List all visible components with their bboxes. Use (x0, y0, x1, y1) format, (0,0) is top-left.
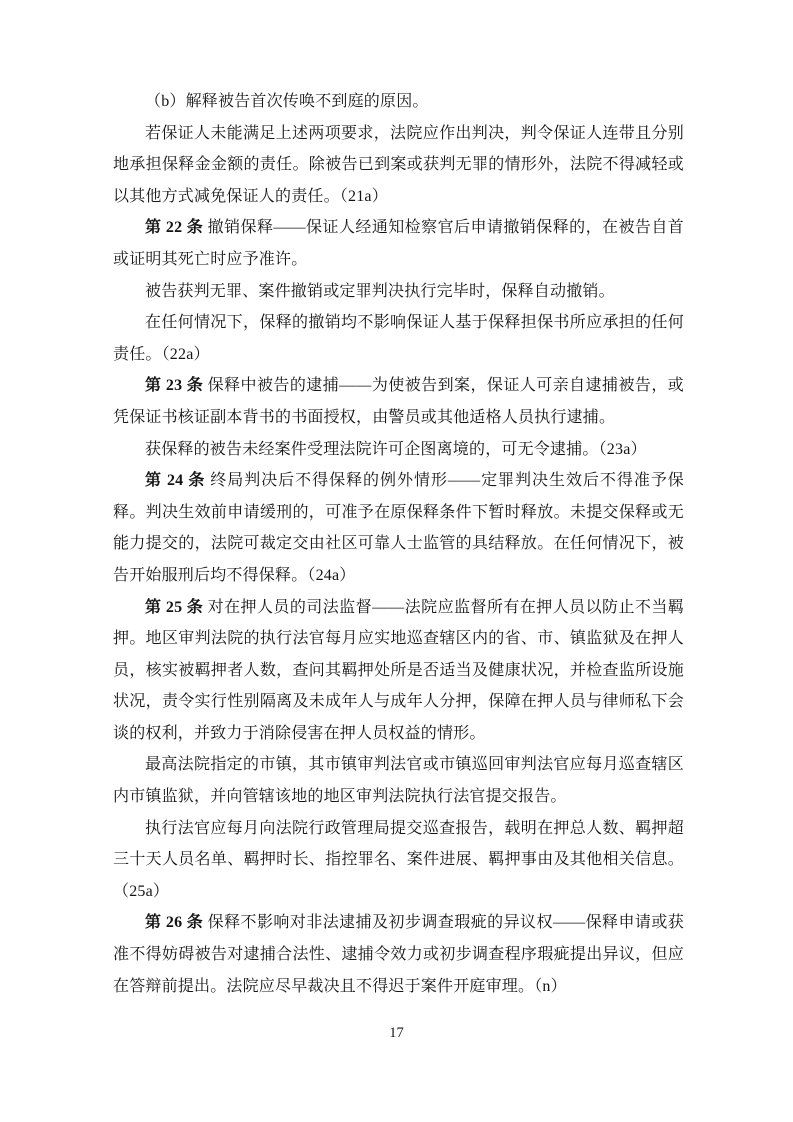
paragraph-text: 被告获判无罪、案件撤销或定罪判决执行完毕时，保释自动撤销。 (145, 282, 615, 300)
article-paragraph (113, 212, 684, 275)
article-number-label: 第 25 条 (145, 598, 204, 616)
paragraph (113, 118, 684, 213)
article-paragraph (113, 907, 684, 1002)
paragraph-text: 保释中被告的逮捕——为使被告到案，保证人可亲自逮捕被告，或凭保证书核证副本背书的书面授权，由警员或其他适格人员执行逮捕。 (113, 377, 685, 426)
paragraph-text: 在任何情况下，保释的撤销均不影响保证人基于保释担保书所应承担的任何责任。（22a） (113, 314, 684, 363)
paragraph (113, 749, 684, 812)
page-number: 17 (389, 1025, 404, 1041)
article-number-label: 第 26 条 (145, 914, 204, 932)
paragraph (113, 434, 684, 466)
paragraph-text: （b）解释被告首次传唤不到庭的原因。 (145, 93, 429, 110)
paragraph (113, 813, 684, 908)
document-body (113, 86, 684, 1002)
article-paragraph (113, 465, 684, 591)
paragraph-text: 撤销保释——保证人经通知检察官后申请撤销保释的，在被告自首或证明其死亡时应予准许。 (113, 219, 685, 268)
paragraph (113, 276, 684, 308)
paragraph-text: 获保释的被告未经案件受理法院许可企图离境的，可无令逮捕。（23a） (145, 440, 647, 458)
paragraph-text: 最高法院指定的市镇，其市镇审判法官或市镇巡回审判法官应每月巡查辖区内市镇监狱，并向管辖该地的地区审判法院执行法官提交报告。 (113, 756, 684, 806)
paragraph (113, 307, 684, 370)
article-paragraph (113, 592, 684, 750)
article-number-label: 第 22 条 (145, 219, 204, 237)
paragraph-text: 终局判决后不得保释的例外情形——定罪判决生效后不得准予保释。判决生效前申请缓刑的，可准予在原保释条件下暂时释放。未提交保释或无能力提交的，法院可裁定交由社区可靠人士监管的具结释放。在任何情况下，被告开始服刑后均不得保释。（24a） (113, 472, 684, 584)
article-paragraph (113, 370, 684, 433)
paragraph-text: 对在押人员的司法监督——法院应监督所有在押人员以防止不当羁押。地区审判法院的执行法官每月应实地巡查辖区内的省、市、镇监狱及在押人员，核实被羁押者人数，查问其羁押处所是否适当及健康状况，并检查监所设施状况，责令实行性别隔离及未成年人与成年人分押，保障在押人员与律师私下会谈的权利，并致力于消除侵害在押人员权益的情形。 (113, 598, 685, 742)
paragraph (113, 86, 684, 118)
paragraph-text: 保释不影响对非法逮捕及初步调查瑕疵的异议权——保释申请或获准不得妨碍被告对逮捕合法性、逮捕令效力或初步调查程序瑕疵提出异议，但应在答辩前提出。法院应尽早裁决且不得迟于案件开庭审理。（n） (113, 914, 685, 995)
paragraph-text: 执行法官应每月向法院行政管理局提交巡查报告，载明在押总人数、羁押超三十天人员名单、羁押时长、指控罪名、案件进展、羁押事由及其他相关信息。（25a） (113, 819, 684, 900)
article-number-label: 第 23 条 (145, 377, 204, 395)
paragraph-text: 若保证人未能满足上述两项要求，法院应作出判决，判令保证人连带且分别地承担保释金金额的责任。除被告已到案或获判无罪的情形外，法院不得减轻或以其他方式减免保证人的责任。（21a） (113, 124, 684, 205)
article-number-label: 第 24 条 (145, 472, 206, 490)
